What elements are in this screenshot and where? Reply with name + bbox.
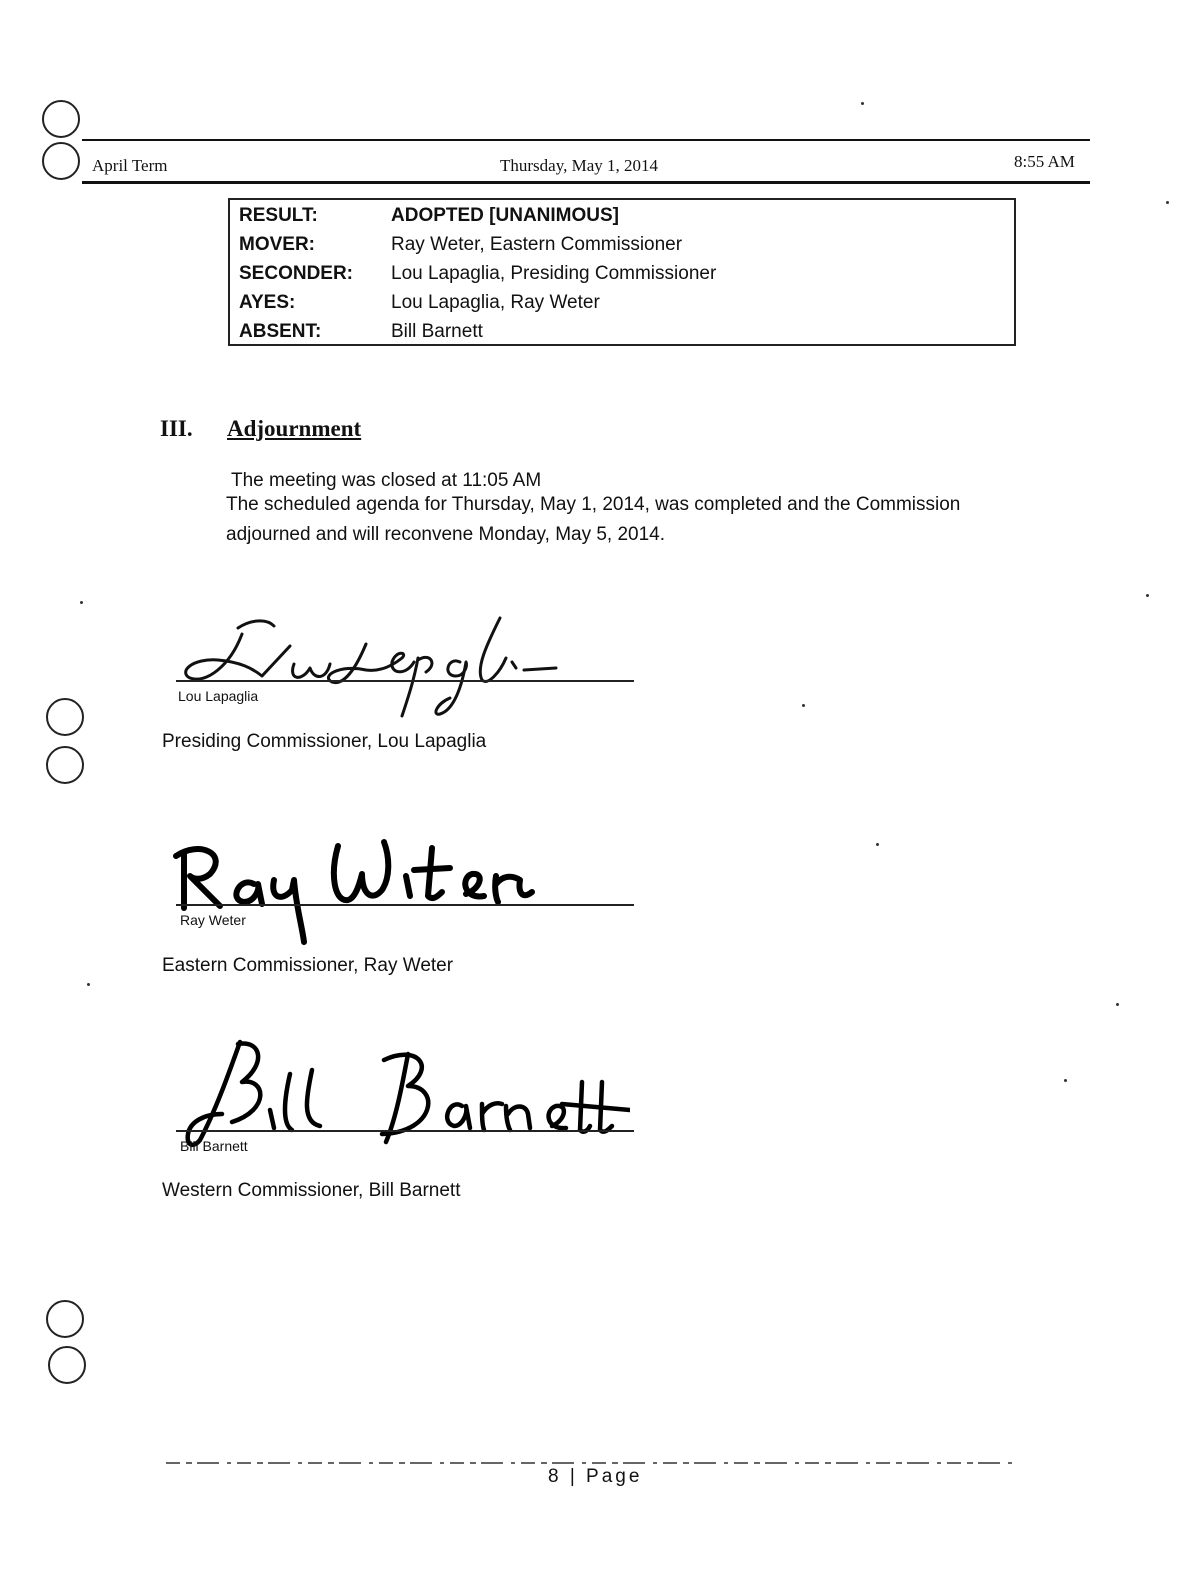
vote-result-box <box>228 198 1016 346</box>
header-term: April Term <box>92 156 168 175</box>
scan-speck <box>1064 1079 1067 1082</box>
section-paragraph-line: The meeting was closed at 11:05 AM <box>231 470 542 491</box>
result-row <box>230 321 1014 350</box>
scan-speck <box>1146 594 1149 597</box>
header-top-rule <box>82 139 1090 141</box>
section-title: Adjournment <box>227 416 362 441</box>
result-row <box>230 292 1014 321</box>
binder-hole <box>46 746 84 784</box>
signatory-printed-name: Lou Lapaglia <box>178 688 259 704</box>
result-row <box>230 234 1014 263</box>
signatory-printed-name: Bill Barnett <box>180 1138 248 1154</box>
mover-label: MOVER: <box>239 234 315 255</box>
signatory-printed-name: Ray Weter <box>180 912 246 928</box>
binder-hole <box>42 142 80 180</box>
header-date: Thursday, May 1, 2014 <box>500 156 659 175</box>
page-number: 8 | Page <box>548 1466 643 1487</box>
seconder-label: SECONDER: <box>239 263 354 284</box>
absent-label: ABSENT: <box>239 321 322 342</box>
section-paragraph-line: The scheduled agenda for Thursday, May 1, 2014, was completed and the Commission <box>226 494 961 515</box>
signatory-title: Presiding Commissioner, Lou Lapaglia <box>162 731 487 752</box>
binder-hole <box>46 1300 84 1338</box>
scan-speck <box>861 102 864 105</box>
section-paragraph-line: adjourned and will reconvene Monday, May 5, 2014. <box>226 524 666 545</box>
scan-speck <box>80 601 83 604</box>
result-row <box>230 263 1014 292</box>
scan-speck <box>876 843 879 846</box>
signature-line <box>176 1130 634 1132</box>
scan-speck <box>802 704 805 707</box>
absent-value: Bill Barnett <box>391 321 483 342</box>
result-value: ADOPTED [UNANIMOUS] <box>391 205 619 226</box>
binder-hole <box>42 100 80 138</box>
scan-speck <box>1116 1003 1119 1006</box>
result-row <box>230 205 1014 234</box>
scan-speck <box>1166 201 1169 204</box>
scan-speck <box>87 983 90 986</box>
binder-hole <box>48 1346 86 1384</box>
signature-line <box>176 680 634 682</box>
ayes-value: Lou Lapaglia, Ray Weter <box>391 292 600 313</box>
handwritten-signature-weter <box>170 818 570 948</box>
mover-value: Ray Weter, Eastern Commissioner <box>391 234 683 255</box>
header-time: 8:55 AM <box>1014 152 1075 171</box>
result-label: RESULT: <box>239 205 318 226</box>
handwritten-signature-lapaglia <box>170 606 610 726</box>
header-bottom-rule <box>82 181 1090 184</box>
signature-line <box>176 904 634 906</box>
seconder-value: Lou Lapaglia, Presiding Commissioner <box>391 263 717 284</box>
section-number: III. <box>160 416 193 441</box>
signatory-title: Eastern Commissioner, Ray Weter <box>162 955 454 976</box>
ayes-label: AYES: <box>239 292 296 313</box>
binder-hole <box>46 698 84 736</box>
signatory-title: Western Commissioner, Bill Barnett <box>162 1180 461 1201</box>
